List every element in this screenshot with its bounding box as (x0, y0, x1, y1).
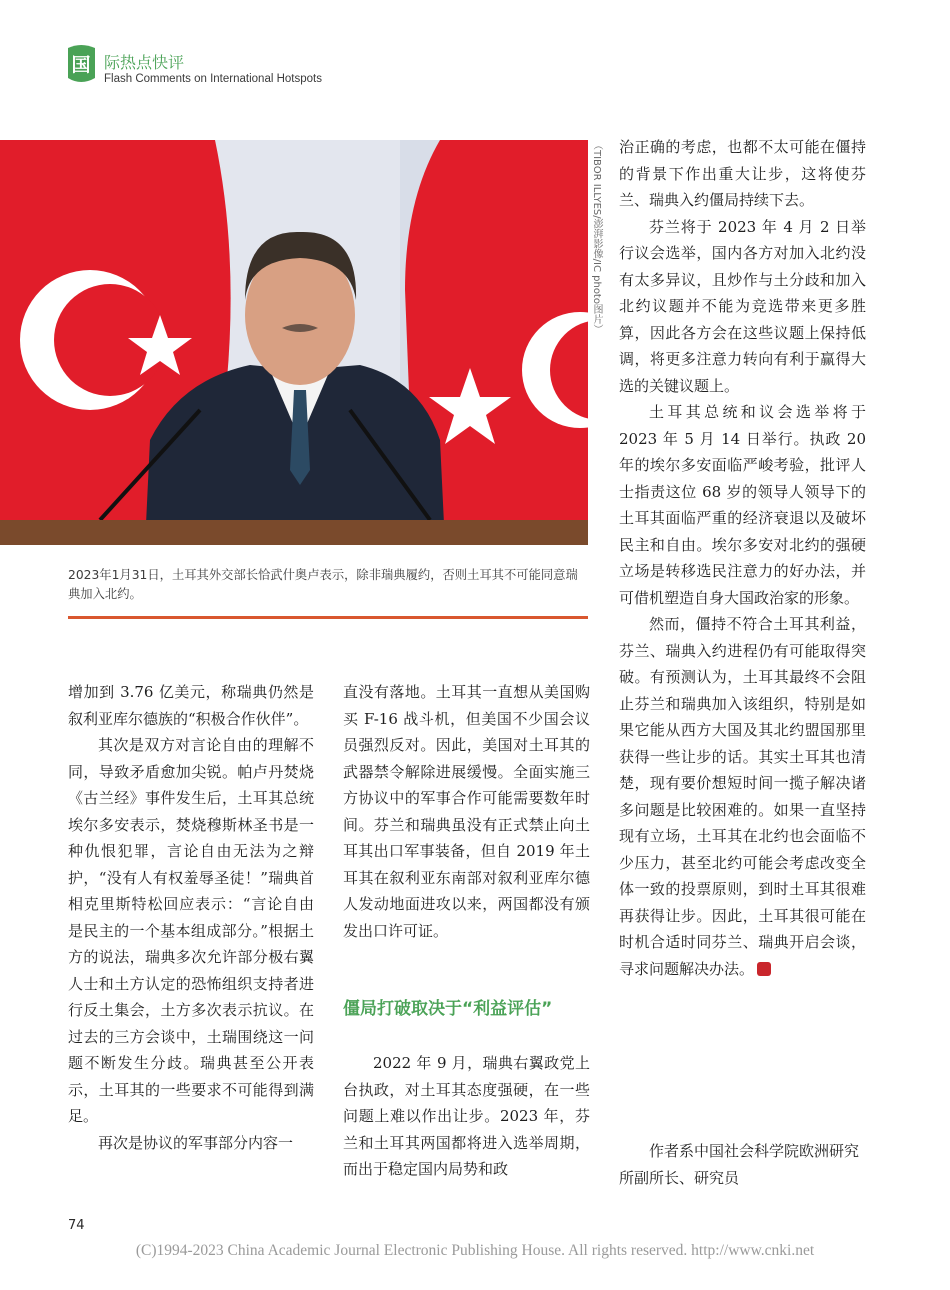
column-subtitle: Flash Comments on International Hotspots (104, 73, 322, 85)
article-column-3 (619, 134, 866, 982)
paragraph: 治正确的考虑，也都不太可能在僵持的背景下作出重大让步，这将使芬兰、瑞典入约僵局持续下去。 (619, 138, 866, 209)
section-heading: 僵局打破取决于“利益评估” (343, 999, 553, 1019)
photo-credit: （TIBOR ILLYES/澎湃影像/IC photo图片） (591, 140, 602, 334)
paragraph-last (619, 611, 866, 982)
author-note: 作者系中国社会科学院欧洲研究所副所长、研究员 (619, 1142, 860, 1187)
copyright-footer: (C)1994-2023 China Academic Journal Electronic Publishing House. All rights reserved. http://www.cnki.net (135, 1242, 815, 1259)
paragraph: 芬兰将于 2023 年 4 月 2 日举行议会选举，国内各方对加入北约没有太多异议，且炒作与土分歧和加入北约议题并不能为竞选带来更多胜算，因此各方会在这些议题上保持低调，将更多注意力转向有利于赢得大选的关键议题上。 (619, 217, 866, 395)
page-number: 74 (68, 1218, 85, 1233)
photo-illustration (0, 140, 588, 545)
photo-caption: 2023年1月31日，土耳其外交部长恰武什奥卢表示，除非瑞典履约，否则土耳其不可能同意瑞典加入北约。 (68, 568, 578, 601)
paragraph: 增加到 3.76 亿美元，称瑞典仍然是叙利亚库尔德族的“积极合作伙伴”。 (68, 683, 314, 728)
caption-divider (68, 616, 588, 619)
magazine-logo-icon (62, 42, 100, 86)
end-of-article-icon (757, 962, 771, 976)
paragraph-text: 然而，僵持不符合土耳其利益，芬兰、瑞典入约进程仍有可能取得突破。有预测认为，土耳其最终不会阻止芬兰和瑞典加入该组织，特别是如果它能从西方大国及其北约盟国那里获得一些让步的话。其实土耳其也清楚，现有要价想短时间一揽子解决诸多问题是比较困难的。如果一直坚持现有立场，土耳其在北约也会面临不少压力，甚至北约可能会考虑改变全体一致的投票原则，到时土耳其很难再获得让步。因此，土耳其很可能在时机合适时同芬兰、瑞典开启会谈，寻求问题解决办法。 (619, 615, 866, 978)
paragraph: 其次是双方对言论自由的理解不同，导致矛盾愈加尖锐。帕卢丹焚烧《古兰经》事件发生后，土耳其总统埃尔多安表示，焚烧穆斯林圣书是一种仇恨犯罪，言论自由无法为之辩护，“没有人有权羞辱圣徒！”瑞典首相克里斯特松回应表示：“言论自由是民主的一个基本组成部分。”根据土方的说法，瑞典多次允许部分极右翼人士和土方认定的恐怖组织支持者进行反土集会，土方多次表示抗议。在过去的三方会谈中，土瑞围绕这一问题不断发生分歧。瑞典甚至公开表示，土耳其的一些要求不可能得到满足。 (68, 736, 314, 1125)
news-photo (0, 140, 588, 545)
column-title: 际热点快评 (104, 53, 185, 72)
article-column-2 (343, 679, 590, 944)
paragraph: 直没有落地。土耳其一直想从美国购买 F-16 战斗机，但美国不少国会议员强烈反对。因此，美国对土耳其的武器禁令解除进展缓慢。全面实施三方协议中的军事合作可能需要数年时间。芬兰和瑞典虽没有正式禁止向土耳其出口军事装备，但自 2019 年土耳其在叙利亚东南部对叙利亚库尔德人发动地面进攻以来，两国都没有颁发出口许可证。 (343, 683, 590, 940)
paragraph: 2022 年 9 月，瑞典右翼政党上台执政，对土耳其态度强硬，在一些问题上难以作出让步。2023 年，芬兰和土耳其两国都将进入选举周期，而出于稳定国内局势和政 (343, 1054, 590, 1178)
logo-glyph: 国 (71, 54, 91, 76)
article-column-2-continued (343, 1050, 590, 1183)
paragraph: 土耳其总统和议会选举将于 2023 年 5 月 14 日举行。执政 20 年的埃尔多安面临严峻考验，批评人士指责这位 68 岁的领导人领导下的土耳其面临严重的经济衰退以及破坏民主和自由。埃尔多安对北约的强硬立场是转移选民注意力的好办法，并可借机塑造自身大国政治家的形象。 (619, 403, 866, 607)
paragraph: 再次是协议的军事部分内容一 (98, 1133, 294, 1152)
podium (0, 520, 588, 545)
article-column-1 (68, 679, 314, 1156)
